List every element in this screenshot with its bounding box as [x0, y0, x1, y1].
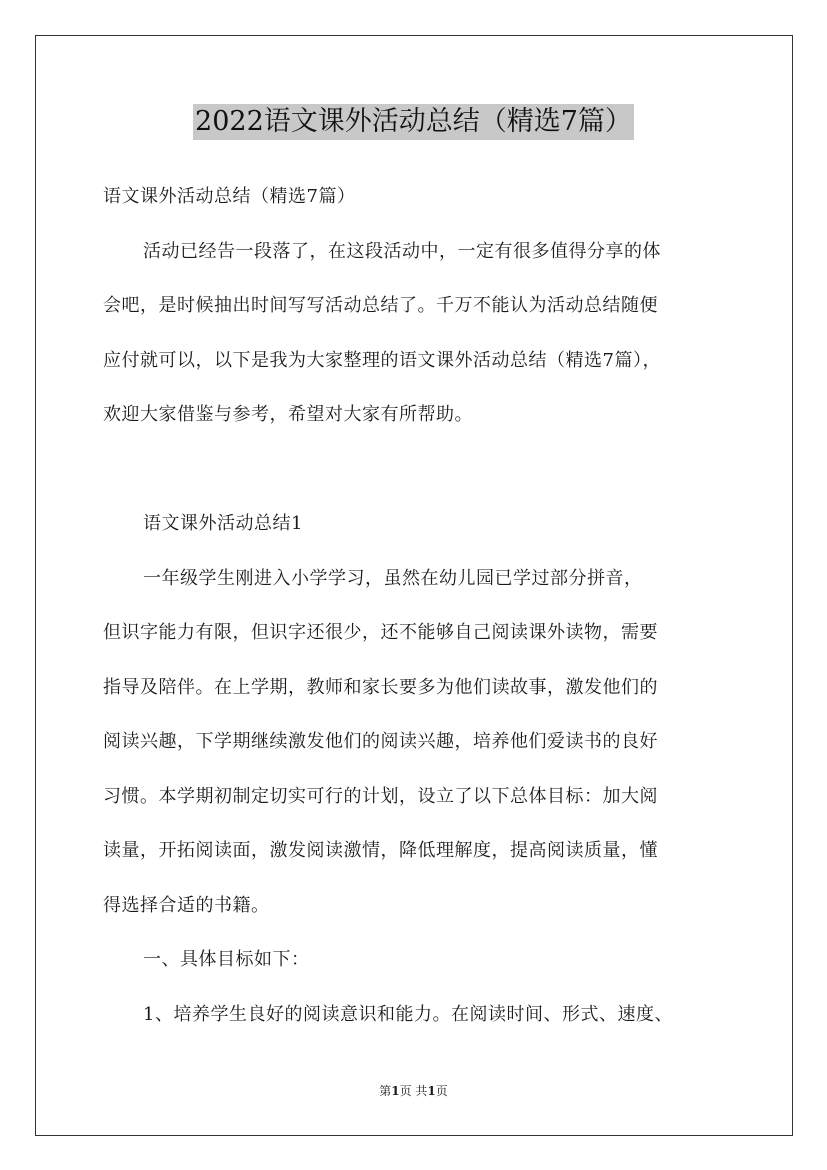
body-line-5: 习惯。本学期初制定切实可行的计划，设立了以下总体目标：加大阅	[103, 785, 658, 807]
intro-line-3: 应付就可以，以下是我为大家整理的语文课外活动总结（精选7篇），	[103, 349, 661, 371]
body-line-7: 得选择合适的书籍。	[103, 894, 270, 916]
document-body	[103, 170, 733, 1042]
intro-line-4: 欢迎大家借鉴与参考，希望对大家有所帮助。	[103, 404, 473, 425]
document-title: 2022语文课外活动总结（精选7篇）	[193, 104, 634, 140]
page-footer	[0, 1083, 827, 1099]
body-line-2: 但识字能力有限，但识字还很少，还不能够自己阅读课外读物，需要	[103, 622, 658, 643]
blank-line	[103, 443, 733, 498]
body-line-3: 指导及陪伴。在上学期，教师和家长要多为他们读故事，激发他们的	[103, 676, 658, 698]
footer-prefix: 第	[379, 1084, 392, 1098]
footer-total-pages: 1	[427, 1084, 436, 1098]
body-line-1: 一年级学生刚进入小学学习，虽然在幼儿园已学过部分拼音，	[143, 567, 643, 589]
body-line-6: 读量，开拓阅读面，激发阅读激情，降低理解度，提高阅读质量，懂	[103, 840, 658, 861]
footer-mid: 页 共	[399, 1084, 428, 1098]
title-container	[0, 104, 827, 140]
list-heading: 一、具体目标如下：	[143, 949, 310, 970]
subtitle-line: 语文课外活动总结（精选7篇）	[103, 186, 356, 207]
body-line-4: 阅读兴趣，下学期继续激发他们的阅读兴趣，培养他们爱读书的良好	[103, 731, 658, 752]
section-heading: 语文课外活动总结1	[143, 513, 303, 534]
footer-current-page: 1	[391, 1084, 400, 1098]
list-item-1: 1、培养学生良好的阅读意识和能力。在阅读时间、形式、速度、	[143, 1003, 673, 1025]
intro-line-1: 活动已经告一段落了，在这段活动中，一定有很多值得分享的体	[143, 240, 661, 262]
intro-line-2: 会吧，是时候抽出时间写写活动总结了。千万不能认为活动总结随便	[103, 295, 658, 316]
footer-suffix: 页	[435, 1084, 448, 1098]
